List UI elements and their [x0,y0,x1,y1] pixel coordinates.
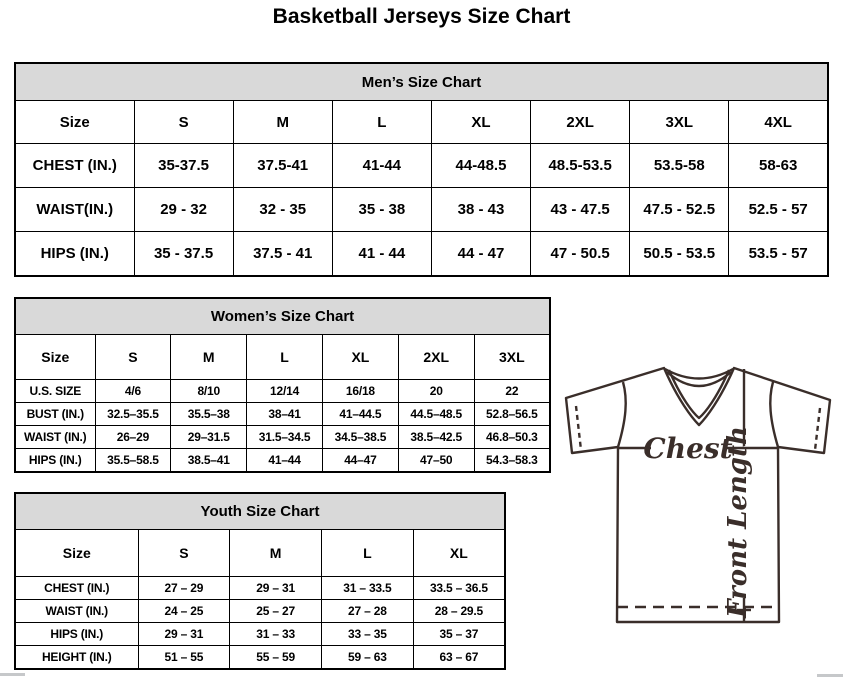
size-col-header: 2XL [398,335,474,380]
measurement-cell: 35 – 37 [413,623,505,646]
size-header-row [15,101,828,144]
size-col-header: S [138,530,230,577]
left-sleeve-dashed-line [576,406,581,450]
measurement-cell: 29 – 31 [138,623,230,646]
measurement-row [15,646,505,670]
measurement-cell: 20 [398,380,474,403]
table-title-row [15,298,550,335]
measurement-cell: 43 - 47.5 [531,188,630,232]
size-col-header: M [230,530,322,577]
measurement-cell: 53.5 - 57 [729,232,828,277]
size-col-header: L [322,530,414,577]
measurement-row [15,449,550,473]
measurement-cell: 47–50 [398,449,474,473]
measurement-cell: 44-48.5 [431,144,530,188]
measurement-row [15,232,828,277]
measurement-cell: 35.5–38 [171,403,247,426]
table-title: Women’s Size Chart [15,298,550,335]
size-col-header: 2XL [531,101,630,144]
size-col-header: M [171,335,247,380]
size-col-header: 3XL [630,101,729,144]
measurement-cell: 52.8–56.5 [474,403,550,426]
measurement-cell: 41 - 44 [332,232,431,277]
measurement-cell: 59 – 63 [322,646,414,670]
measurement-cell: 27 – 29 [138,577,230,600]
youth-size-table [14,492,506,670]
measurement-cell: 51 – 55 [138,646,230,670]
size-label-header: Size [15,101,134,144]
size-label-header: Size [15,530,138,577]
measurement-cell: 37.5 - 41 [233,232,332,277]
size-col-header: L [332,101,431,144]
measurement-cell: 53.5-58 [630,144,729,188]
measurement-cell: 52.5 - 57 [729,188,828,232]
measurement-cell: 4/6 [95,380,171,403]
left-armhole-seam [618,382,626,447]
size-col-header: M [233,101,332,144]
front-length-label: Front Length [723,426,753,618]
measurement-cell: 29 – 31 [230,577,322,600]
page-title: Basketball Jerseys Size Chart [272,5,571,28]
size-label-header: Size [15,335,95,380]
scrollbar-fragment-left [0,673,25,676]
measurement-cell: 26–29 [95,426,171,449]
mens-size-table [14,62,829,277]
measurement-cell: 35 - 37.5 [134,232,233,277]
measurement-cell: 41–44.5 [322,403,398,426]
measurement-cell: 35 - 38 [332,188,431,232]
measurement-cell: 32.5–35.5 [95,403,171,426]
measurement-row [15,380,550,403]
measurement-cell: 31 – 33.5 [322,577,414,600]
measurement-cell: 22 [474,380,550,403]
measurement-row-label: WAIST(IN.) [15,188,134,232]
measurement-row-label: U.S. SIZE [15,380,95,403]
table-title: Youth Size Chart [15,493,505,530]
measurement-row-label: WAIST (IN.) [15,600,138,623]
size-col-header: S [134,101,233,144]
measurement-cell: 41–44 [247,449,323,473]
measurement-row [15,600,505,623]
measurement-row-label: HEIGHT (IN.) [15,646,138,670]
measurement-cell: 44.5–48.5 [398,403,474,426]
measurement-row-label: HIPS (IN.) [15,232,134,277]
measurement-row-label: BUST (IN.) [15,403,95,426]
measurement-cell: 38.5–41 [171,449,247,473]
womens-size-table [14,297,551,473]
right-armhole-seam [770,382,778,447]
measurement-cell: 46.8–50.3 [474,426,550,449]
measurement-row-label: HIPS (IN.) [15,623,138,646]
measurement-cell: 38.5–42.5 [398,426,474,449]
measurement-cell: 47 - 50.5 [531,232,630,277]
measurement-row [15,577,505,600]
measurement-cell: 50.5 - 53.5 [630,232,729,277]
measurement-cell: 16/18 [322,380,398,403]
jersey-outline [566,368,830,622]
measurement-row [15,188,828,232]
measurement-cell: 24 – 25 [138,600,230,623]
scrollbar-fragment-right [817,674,843,677]
measurement-cell: 37.5-41 [233,144,332,188]
measurement-cell: 33 – 35 [322,623,414,646]
measurement-cell: 29–31.5 [171,426,247,449]
measurement-cell: 35-37.5 [134,144,233,188]
measurement-row [15,403,550,426]
measurement-row-label: CHEST (IN.) [15,144,134,188]
measurement-cell: 47.5 - 52.5 [630,188,729,232]
size-col-header: S [95,335,171,380]
measurement-cell: 35.5–58.5 [95,449,171,473]
size-col-header: L [247,335,323,380]
measurement-row [15,426,550,449]
measurement-row-label: CHEST (IN.) [15,577,138,600]
size-col-header: 4XL [729,101,828,144]
size-col-header: 3XL [474,335,550,380]
chest-label: Chest [643,432,733,465]
measurement-cell: 41-44 [332,144,431,188]
measurement-cell: 55 – 59 [230,646,322,670]
jersey-measurement-diagram [556,356,840,656]
right-sleeve-dashed-line [815,408,820,450]
measurement-cell: 44–47 [322,449,398,473]
measurement-cell: 63 – 67 [413,646,505,670]
measurement-cell: 8/10 [171,380,247,403]
size-col-header: XL [413,530,505,577]
measurement-row [15,623,505,646]
size-col-header: XL [322,335,398,380]
table-title: Men’s Size Chart [15,63,828,101]
measurement-cell: 34.5–38.5 [322,426,398,449]
measurement-cell: 31.5–34.5 [247,426,323,449]
measurement-cell: 44 - 47 [431,232,530,277]
measurement-cell: 31 – 33 [230,623,322,646]
measurement-row-label: WAIST (IN.) [15,426,95,449]
table-title-row [15,493,505,530]
size-col-header: XL [431,101,530,144]
table-title-row [15,63,828,101]
measurement-cell: 38 - 43 [431,188,530,232]
size-header-row [15,335,550,380]
size-header-row [15,530,505,577]
measurement-cell: 28 – 29.5 [413,600,505,623]
measurement-row [15,144,828,188]
measurement-cell: 38–41 [247,403,323,426]
measurement-cell: 54.3–58.3 [474,449,550,473]
measurement-cell: 33.5 – 36.5 [413,577,505,600]
measurement-cell: 32 - 35 [233,188,332,232]
measurement-cell: 27 – 28 [322,600,414,623]
measurement-cell: 29 - 32 [134,188,233,232]
measurement-cell: 25 – 27 [230,600,322,623]
measurement-cell: 48.5-53.5 [531,144,630,188]
measurement-row-label: HIPS (IN.) [15,449,95,473]
measurement-cell: 12/14 [247,380,323,403]
measurement-cell: 58-63 [729,144,828,188]
